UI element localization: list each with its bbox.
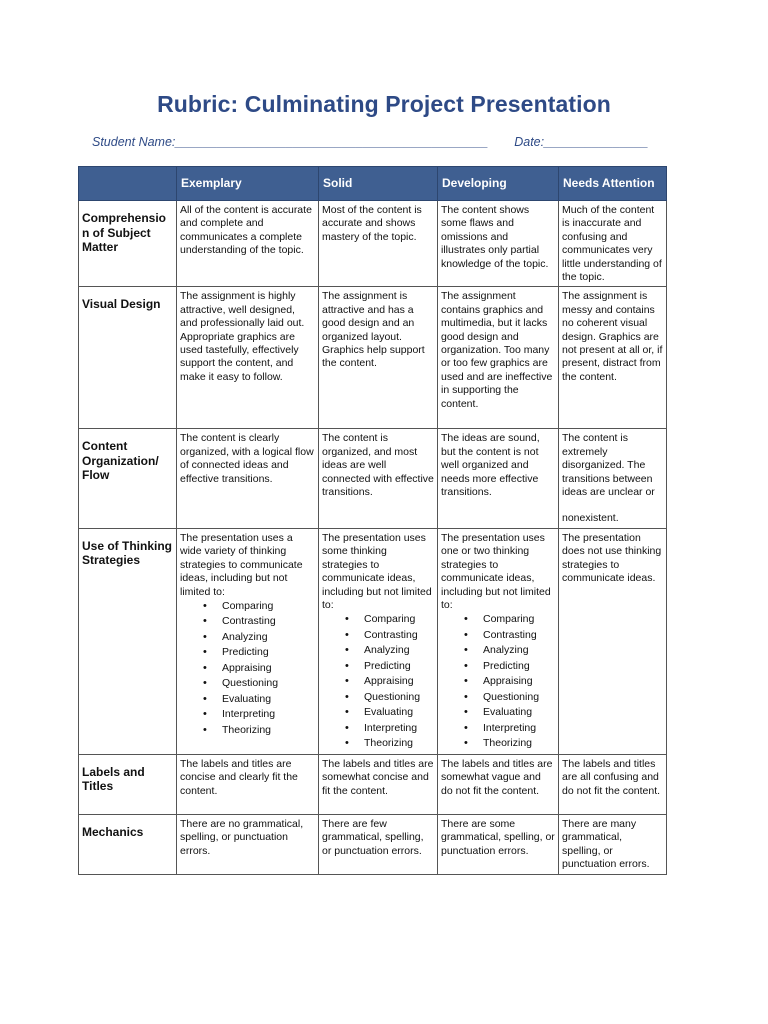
- cell-text: All of the content is accurate and complete and communicates a complete understanding of the topic.: [180, 204, 312, 257]
- header-solid: Solid: [319, 167, 438, 201]
- strategy-item: • Appraising: [222, 661, 315, 677]
- criterion-label: Content Organization/ Flow: [79, 429, 177, 528]
- strategy-item: • Evaluating: [483, 705, 555, 721]
- rubric-row: [79, 287, 667, 429]
- criterion-label: Comprehensio n of Subject Matter: [79, 201, 177, 287]
- strategy-item: • Theorizing: [222, 723, 315, 739]
- cell-developing: [438, 754, 559, 814]
- strategy-item: • Analyzing: [483, 643, 555, 659]
- strategy-item: • Predicting: [364, 659, 434, 675]
- cell-text: The ideas are sound, but the content is not well organized and needs more effective transitions.: [441, 432, 540, 499]
- cell-text: There are many grammatical, spelling, or punctuation errors.: [562, 817, 650, 871]
- strategy-item: • Analyzing: [222, 630, 315, 646]
- rubric-row: [79, 814, 667, 874]
- cell-developing: [438, 528, 559, 754]
- cell-text: The assignment is messy and contains no coherent visual design. Graphics are not present at all or, if present, distract from the content.: [562, 290, 663, 383]
- cell-exemplary: [177, 754, 319, 814]
- strategy-list: [322, 612, 434, 752]
- cell-needs-attention: [559, 287, 667, 429]
- cell-developing: [438, 287, 559, 429]
- strategy-item: • Theorizing: [483, 736, 555, 752]
- strategy-item: • Interpreting: [222, 707, 315, 723]
- cell-solid: [319, 201, 438, 287]
- strategy-item: • Appraising: [364, 674, 434, 690]
- cell-needs-attention: [559, 754, 667, 814]
- strategy-item: • Interpreting: [483, 721, 555, 737]
- cell-text: The assignment is highly attractive, well designed, and professionally laid out. Appropriate graphics are used tastefully, effectively support the content, and make it easy to follow.: [180, 290, 305, 383]
- cell-exemplary: [177, 429, 319, 528]
- rubric-body: [79, 201, 667, 875]
- header-developing: Developing: [438, 167, 559, 201]
- strategy-list: [441, 612, 555, 752]
- student-name-field[interactable]: Student Name:_____________________________________________: [92, 135, 489, 149]
- date-field[interactable]: Date:_______________: [514, 135, 649, 149]
- cell-text: Much of the content is inaccurate and confusing and communicates very little understanding of the topic.: [562, 204, 662, 284]
- header-criteria: [79, 167, 177, 201]
- rubric-row: [79, 201, 667, 287]
- cell-text: The content shows some flaws and omissions and illustrates only partial knowledge of the topic.: [441, 204, 549, 270]
- rubric-table: [78, 166, 667, 875]
- strategy-item: • Predicting: [222, 645, 315, 661]
- strategy-item: • Questioning: [364, 690, 434, 706]
- cell-solid: [319, 287, 438, 429]
- strategy-item: • Contrasting: [222, 614, 315, 630]
- cell-text: The content is extremely disorganized. The transitions between ideas are unclear or: [562, 432, 655, 499]
- cell-text: The labels and titles are all confusing and do not fit the content.: [562, 757, 661, 797]
- strategy-item: • Evaluating: [222, 692, 315, 708]
- strategy-item: • Comparing: [364, 612, 434, 628]
- strategy-item: • Questioning: [222, 676, 315, 692]
- criterion-label: Labels and Titles: [79, 754, 177, 814]
- cell-text: The assignment is attractive and has a good design and an organized layout. Graphics help support the content.: [322, 290, 425, 370]
- strategy-item: • Theorizing: [364, 736, 434, 752]
- cell-text: The labels and titles are somewhat vague and do not fit the content.: [441, 757, 553, 797]
- cell-text: The content is organized, and most ideas are well connected with effective transitions.: [322, 432, 434, 499]
- cell-text: There are no grammatical, spelling, or punctuation errors.: [180, 817, 304, 857]
- strategy-item: • Comparing: [483, 612, 555, 628]
- cell-text: The presentation uses a wide variety of thinking strategies to communicate ideas, including but not limited to:: [180, 531, 303, 598]
- strategy-item: • Analyzing: [364, 643, 434, 659]
- cell-text-continued: nonexistent.: [562, 512, 619, 525]
- cell-solid: [319, 429, 438, 528]
- cell-needs-attention: [559, 814, 667, 874]
- cell-text: The presentation uses one or two thinking strategies to communicate ideas, including but not limited to:: [441, 531, 551, 611]
- cell-needs-attention: [559, 528, 667, 754]
- cell-solid: [319, 754, 438, 814]
- header-needs-attention: Needs Attention: [559, 167, 667, 201]
- cell-text: The presentation uses some thinking strategies to communicate ideas, including but not limited to:: [322, 531, 432, 611]
- cell-text: The presentation does not use thinking strategies to communicate ideas.: [562, 531, 662, 585]
- cell-developing: [438, 814, 559, 874]
- strategy-item: • Appraising: [483, 674, 555, 690]
- cell-text: The assignment contains graphics and multimedia, but it lacks good design and organization. Too many or too few graphics are used and are ineffective in supporting the content.: [441, 290, 553, 410]
- strategy-list: [180, 599, 315, 739]
- student-info-line: [92, 135, 648, 149]
- cell-developing: [438, 201, 559, 287]
- cell-text: Most of the content is accurate and shows mastery of the topic.: [322, 204, 422, 243]
- rubric-row: [79, 429, 667, 528]
- cell-exemplary: [177, 201, 319, 287]
- cell-exemplary: [177, 287, 319, 429]
- criterion-label: Visual Design: [79, 287, 177, 429]
- rubric-row: [79, 528, 667, 754]
- strategy-item: • Interpreting: [364, 721, 434, 737]
- cell-text: The content is clearly organized, with a logical flow of connected ideas and effective transitions.: [180, 432, 314, 485]
- header-row: [79, 167, 667, 201]
- strategy-item: • Predicting: [483, 659, 555, 675]
- cell-developing: [438, 429, 559, 528]
- cell-text: The labels and titles are somewhat concise and fit the content.: [322, 757, 434, 797]
- cell-text: The labels and titles are concise and clearly fit the content.: [180, 757, 298, 797]
- cell-solid: [319, 528, 438, 754]
- header-exemplary: Exemplary: [177, 167, 319, 201]
- cell-needs-attention: [559, 429, 667, 528]
- page-title: Rubric: Culminating Project Presentation: [157, 91, 611, 117]
- cell-text: There are some grammatical, spelling, or punctuation errors.: [441, 817, 555, 857]
- criterion-label: Use of Thinking Strategies: [79, 528, 177, 754]
- strategy-item: • Questioning: [483, 690, 555, 706]
- cell-solid: [319, 814, 438, 874]
- strategy-item: • Evaluating: [364, 705, 434, 721]
- strategy-item: • Comparing: [222, 599, 315, 615]
- strategy-item: • Contrasting: [364, 628, 434, 644]
- cell-exemplary: [177, 528, 319, 754]
- cell-exemplary: [177, 814, 319, 874]
- rubric-row: [79, 754, 667, 814]
- cell-text: There are few grammatical, spelling, or punctuation errors.: [322, 817, 424, 857]
- strategy-item: • Contrasting: [483, 628, 555, 644]
- cell-needs-attention: [559, 201, 667, 287]
- criterion-label: Mechanics: [79, 814, 177, 874]
